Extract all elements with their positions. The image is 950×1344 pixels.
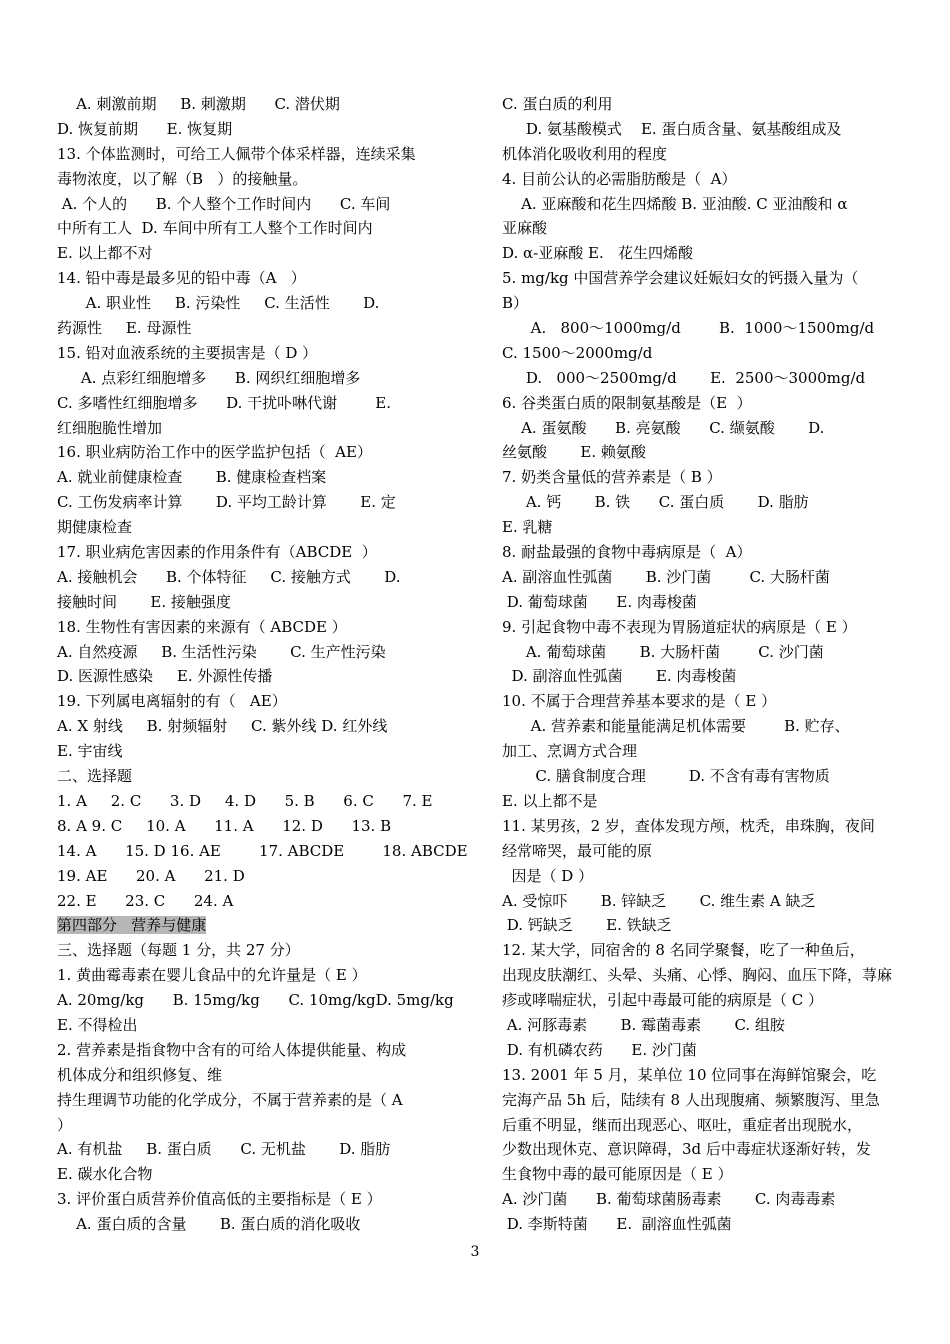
line-text: D. 恢复前期 E. 恢复期 <box>57 119 233 138</box>
text-line <box>57 988 454 1013</box>
text-line <box>57 1187 449 1212</box>
text-line <box>57 1088 449 1113</box>
text-line <box>57 490 449 515</box>
text-line <box>57 515 449 540</box>
line-text: 期健康检查 <box>57 518 133 537</box>
text-line <box>57 664 449 689</box>
line-text: 18. 生物性有害因素的来源有（ ABCDE ） <box>57 617 347 636</box>
text-line <box>502 117 897 142</box>
text-line <box>57 465 449 490</box>
page-number: 3 <box>470 1244 480 1260</box>
text-line <box>57 192 449 217</box>
line-text: 生食物中毒的最可能原因是（ E ） <box>502 1165 733 1184</box>
text-line <box>57 366 449 391</box>
line-text: 5. mg/kg 中国营养学会建议妊娠妇女的钙摄入量为（ <box>502 269 859 288</box>
line-text: 13. 2001 年 5 月，某单位 10 位同事在海鲜馆聚会，吃 <box>502 1065 877 1084</box>
line-text: 红细胞脆性增加 <box>57 418 163 437</box>
line-text: 22. E 23. C 24. A <box>57 891 234 910</box>
line-text: D. 医源性感染 E. 外源性传播 <box>57 667 273 686</box>
line-text: A. 就业前健康检查 B. 健康检查档案 <box>57 468 327 487</box>
line-text: A. 蛋氨酸 B. 亮氨酸 C. 缬氨酸 D. <box>502 418 825 437</box>
line-text: A. X 射线 B. 射频辐射 C. 紫外线 D. 红外线 <box>57 717 388 736</box>
text-line <box>502 864 897 889</box>
text-line <box>502 1212 897 1237</box>
text-line <box>57 1162 449 1187</box>
text-line <box>502 490 897 515</box>
line-text: 出现皮肤潮红、头晕、头痛、心悸、胸闷、血压下降，荨麻 <box>502 966 893 985</box>
line-text: A. 20mg/kg B. 15mg/kg C. 10mg/kgD. 5mg/kg <box>57 991 454 1010</box>
line-text: D. 000～2500mg/d E. 2500～3000mg/d <box>502 368 866 387</box>
line-text: A. 刺激前期 B. 刺激期 C. 潜伏期 <box>57 95 340 113</box>
line-text: 13. 个体监测时，可给工人佩带个体采样器，连续采集 <box>57 144 416 163</box>
text-line <box>502 739 897 764</box>
line-text: E. 以上都不是 <box>502 791 598 810</box>
line-text: A. 副溶血性弧菌 B. 沙门菌 C. 大肠杆菌 <box>502 567 830 586</box>
text-line <box>502 1063 897 1088</box>
text-line <box>502 366 897 391</box>
line-text: A. 800～1000mg/d B. 1000～1500mg/d <box>502 319 875 338</box>
line-text: 中所有工人 D. 车间中所有工人整个工作时间内 <box>57 219 373 238</box>
text-line <box>502 814 897 839</box>
text-line <box>57 1212 449 1237</box>
text-line <box>57 938 449 963</box>
text-line <box>502 266 897 291</box>
line-text: ） <box>57 1115 73 1134</box>
text-line <box>502 565 897 590</box>
line-text: D. 副溶血性弧菌 E. 肉毒梭菌 <box>502 667 737 686</box>
line-text: E. 碳水化合物 <box>57 1165 153 1184</box>
text-line <box>502 789 897 814</box>
text-line <box>57 814 449 839</box>
line-text: 1. 黄曲霉毒素在婴儿食品中的允许量是（ E ） <box>57 966 367 985</box>
text-line <box>57 640 449 665</box>
text-line <box>502 963 897 988</box>
line-text: 毒物浓度，以了解（B ）的接触量。 <box>57 169 308 188</box>
text-line <box>502 167 897 192</box>
text-line <box>57 689 449 714</box>
line-text: 二、选择题 <box>57 767 133 786</box>
text-line <box>57 117 449 142</box>
text-line <box>502 465 897 490</box>
text-line <box>57 266 449 291</box>
line-text: 6. 谷类蛋白质的限制氨基酸是（E ） <box>502 393 752 412</box>
line-text: A. 点彩红细胞增多 B. 网织红细胞增多 <box>57 368 361 387</box>
text-line <box>57 913 449 938</box>
text-line <box>502 142 897 167</box>
text-line <box>502 1137 897 1162</box>
line-text: E. 不得检出 <box>57 1015 138 1034</box>
section-heading: 第四部分 营养与健康 <box>57 916 207 935</box>
text-line <box>502 241 897 266</box>
line-text: 10. 不属于合理营养基本要求的是（ E ） <box>502 692 777 711</box>
line-text: A. 自然疫源 B. 生活性污染 C. 生产性污染 <box>57 642 386 661</box>
line-text: A. 个人的 B. 个人整个工作时间内 C. 车间 <box>57 194 391 213</box>
text-line <box>502 92 897 117</box>
text-line <box>502 1013 897 1038</box>
text-line <box>502 590 897 615</box>
left-column <box>57 92 468 1237</box>
line-text: 少数出现休克、意识障碍，3d 后中毒症状逐渐好转，发 <box>502 1140 871 1159</box>
line-text: A. 营养素和能量能满足机体需要 B. 贮存、 <box>502 717 850 736</box>
line-text: A. 沙门菌 B. 葡萄球菌肠毒素 C. 肉毒毒素 <box>502 1190 836 1209</box>
text-line <box>57 216 449 241</box>
text-line <box>502 640 897 665</box>
text-line <box>57 416 449 441</box>
line-text: D. 葡萄球菌 E. 肉毒梭菌 <box>502 592 697 611</box>
line-text: C. 蛋白质的利用 <box>502 95 613 113</box>
text-line <box>57 764 449 789</box>
line-text: C. 工伤发病率计算 D. 平均工龄计算 E. 定 <box>57 493 396 512</box>
line-text: E. 乳糖 <box>502 518 553 537</box>
text-line <box>502 291 897 316</box>
line-text: A. 蛋白质的含量 B. 蛋白质的消化吸收 <box>57 1215 361 1234</box>
text-line <box>57 889 449 914</box>
text-line <box>502 714 897 739</box>
text-line <box>57 291 449 316</box>
text-line <box>57 789 449 814</box>
line-text: 药源性 E. 母源性 <box>57 319 192 338</box>
text-line <box>57 714 449 739</box>
line-text: 9. 引起食物中毒不表现为胃肠道症状的病原是（ E ） <box>502 617 857 636</box>
text-line <box>502 1088 897 1113</box>
text-line <box>57 1063 449 1088</box>
line-text: 1. A 2. C 3. D 4. D 5. B 6. C 7. E <box>57 791 433 810</box>
text-line <box>502 416 897 441</box>
line-text: A. 葡萄球菌 B. 大肠杆菌 C. 沙门菌 <box>502 642 824 661</box>
line-text: 7. 奶类含量低的营养素是（ B ） <box>502 468 722 487</box>
line-text: A. 有机盐 B. 蛋白质 C. 无机盐 D. 脂肪 <box>57 1140 391 1159</box>
text-line <box>502 341 897 366</box>
text-line <box>502 316 897 341</box>
right-column <box>502 92 897 1237</box>
line-text: 完海产品 5h 后，陆续有 8 人出现腹痛、频繁腹泻、里急 <box>502 1090 880 1109</box>
text-line <box>502 889 897 914</box>
line-text: 丝氨酸 E. 赖氨酸 <box>502 443 646 462</box>
line-text: B） <box>502 294 529 313</box>
line-text: 14. A 15. D 16. AE 17. ABCDE 18. ABCDE <box>57 841 468 860</box>
text-line <box>57 1013 449 1038</box>
text-line <box>502 391 897 416</box>
text-line <box>57 316 449 341</box>
text-line <box>502 938 897 963</box>
line-text: 经常啼哭，最可能的原 <box>502 841 653 860</box>
text-line <box>502 192 897 217</box>
line-text: A. 河豚毒素 B. 霉菌毒素 C. 组胺 <box>502 1015 785 1034</box>
line-text: 2. 营养素是指食物中含有的可给人体提供能量、构成 <box>57 1040 407 1059</box>
line-text: 3. 评价蛋白质营养价值高低的主要指标是（ E ） <box>57 1190 382 1209</box>
line-text: C. 膳食制度合理 D. 不含有毒有害物质 <box>502 767 830 786</box>
text-line <box>57 142 449 167</box>
text-line <box>57 565 449 590</box>
line-text: A. 职业性 B. 污染性 C. 生活性 D. <box>57 294 380 313</box>
line-text: 机体成分和组织修复、维 <box>57 1065 223 1084</box>
line-text: D. 钙缺乏 E. 铁缺乏 <box>502 916 672 935</box>
line-text: E. 以上都不对 <box>57 244 153 263</box>
line-text: 疹或哮喘症状，引起中毒最可能的病原是（ C ） <box>502 991 824 1010</box>
line-text: 持生理调节功能的化学成分，不属于营养素的是（ A <box>57 1090 403 1109</box>
text-line <box>57 739 449 764</box>
text-line <box>57 963 449 988</box>
text-line <box>57 1113 449 1138</box>
line-text: D. 有机磷农药 E. 沙门菌 <box>502 1040 697 1059</box>
text-line <box>502 664 897 689</box>
text-line <box>57 590 449 615</box>
text-line <box>502 1162 897 1187</box>
text-line <box>502 988 897 1013</box>
line-text: 三、选择题（每题 1 分，共 27 分） <box>57 941 300 960</box>
text-line <box>502 839 897 864</box>
line-text: 亚麻酸 <box>502 219 548 238</box>
line-text: 后重不明显，继而出现恶心、呕吐，重症者出现脱水， <box>502 1115 863 1134</box>
line-text: E. 宇宙线 <box>57 742 123 761</box>
line-text: A. 受惊吓 B. 锌缺乏 C. 维生素 A 缺乏 <box>502 891 816 910</box>
line-text: A. 接触机会 B. 个体特征 C. 接触方式 D. <box>57 567 401 586</box>
line-text: 8. A 9. C 10. A 11. A 12. D 13. B <box>57 816 392 835</box>
text-line <box>502 216 897 241</box>
text-line <box>57 540 449 565</box>
text-line <box>502 689 897 714</box>
text-line <box>502 764 897 789</box>
line-text: 17. 职业病危害因素的作用条件有（ABCDE ） <box>57 543 377 562</box>
text-line <box>57 341 449 366</box>
line-text: 15. 铅对血液系统的主要损害是（ D ） <box>57 343 318 362</box>
text-line <box>502 440 897 465</box>
text-line <box>502 515 897 540</box>
text-line <box>57 241 449 266</box>
line-text: D. α-亚麻酸 E. 花生四烯酸 <box>502 244 694 263</box>
line-text: D. 氨基酸模式 E. 蛋白质含量、氨基酸组成及 <box>502 119 842 138</box>
line-text: 4. 目前公认的必需脂肪酸是（ A） <box>502 169 737 188</box>
line-text: 接触时间 E. 接触强度 <box>57 592 231 611</box>
text-line <box>502 1113 897 1138</box>
line-text: 加工、烹调方式合理 <box>502 742 638 761</box>
line-text: 机体消化吸收利用的程度 <box>502 144 668 163</box>
line-text: 16. 职业病防治工作中的医学监护包括（ AE） <box>57 443 372 462</box>
text-line <box>57 615 449 640</box>
line-text: A. 亚麻酸和花生四烯酸 B. 亚油酸. C 亚油酸和 α <box>502 194 848 213</box>
line-text: 因是（ D ） <box>502 866 594 885</box>
text-line <box>57 1038 449 1063</box>
text-line <box>502 1038 897 1063</box>
text-line <box>502 913 897 938</box>
text-line <box>502 1187 897 1212</box>
line-text: 14. 铅中毒是最多见的铅中毒（A ） <box>57 269 306 288</box>
line-text: 11. 某男孩，2 岁，查体发现方颅，枕秃，串珠胸，夜间 <box>502 816 875 835</box>
line-text: C. 多嗜性红细胞增多 D. 干扰卟啉代谢 E. <box>57 393 391 412</box>
text-line <box>57 440 449 465</box>
line-text: 19. 下列属电离辐射的有（ AE） <box>57 692 287 711</box>
text-line <box>57 391 449 416</box>
text-line <box>57 839 468 864</box>
text-line <box>57 167 449 192</box>
line-text: C. 1500～2000mg/d <box>502 343 653 362</box>
line-text: D. 李斯特菌 E. 副溶血性弧菌 <box>502 1215 732 1234</box>
text-line <box>502 540 897 565</box>
line-text: 12. 某大学，同宿舍的 8 名同学聚餐，吃了一种鱼后， <box>502 941 865 960</box>
text-line <box>502 615 897 640</box>
text-line <box>57 92 449 117</box>
text-line <box>57 864 449 889</box>
line-text: A. 钙 B. 铁 C. 蛋白质 D. 脂肪 <box>502 493 809 512</box>
line-text: 8. 耐盐最强的食物中毒病原是（ A） <box>502 543 752 562</box>
line-text: 19. AE 20. A 21. D <box>57 866 245 885</box>
text-line <box>57 1137 449 1162</box>
